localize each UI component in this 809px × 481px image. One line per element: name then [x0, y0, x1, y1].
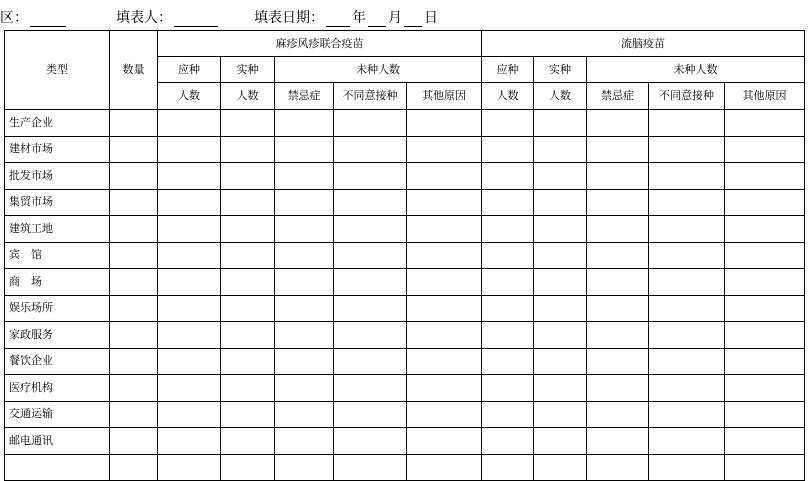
row-type-label: 邮电通讯	[5, 428, 110, 455]
entry-cell[interactable]	[587, 428, 649, 455]
entry-cell[interactable]	[407, 163, 482, 190]
table-row	[5, 163, 805, 190]
entry-cell[interactable]	[649, 189, 725, 216]
entry-cell[interactable]	[221, 163, 275, 190]
row-type-label: 医疗机构	[5, 375, 110, 402]
entry-cell[interactable]	[587, 242, 649, 269]
entry-cell[interactable]	[534, 322, 587, 349]
filler-blank[interactable]	[174, 12, 218, 27]
entry-cell[interactable]	[275, 428, 334, 455]
entry-cell[interactable]	[407, 454, 482, 481]
table-row	[5, 110, 805, 137]
date-field	[254, 7, 438, 27]
row-type-label: 建材市场	[5, 136, 110, 163]
entry-cell[interactable]	[725, 401, 805, 428]
entry-cell[interactable]	[158, 295, 221, 322]
entry-cell[interactable]	[334, 110, 407, 137]
entry-cell[interactable]	[334, 322, 407, 349]
entry-cell[interactable]	[407, 322, 482, 349]
entry-cell[interactable]	[221, 322, 275, 349]
entry-cell[interactable]	[275, 189, 334, 216]
entry-cell[interactable]	[534, 401, 587, 428]
due-header-bottom: 人数	[482, 83, 534, 110]
table-row	[5, 189, 805, 216]
entry-cell[interactable]	[649, 216, 725, 243]
reason-header-contraindication: 禁忌症	[587, 83, 649, 110]
entry-cell[interactable]	[334, 242, 407, 269]
entry-cell[interactable]	[534, 428, 587, 455]
entry-cell[interactable]	[334, 189, 407, 216]
entry-cell[interactable]	[587, 189, 649, 216]
entry-cell[interactable]	[221, 110, 275, 137]
entry-cell[interactable]	[649, 269, 725, 296]
entry-cell[interactable]	[482, 322, 534, 349]
entry-cell[interactable]	[534, 454, 587, 481]
entry-cell[interactable]	[725, 242, 805, 269]
count-header: 数量	[110, 31, 158, 110]
row-type-label: 家政服务	[5, 322, 110, 349]
entry-cell[interactable]	[725, 136, 805, 163]
entry-cell[interactable]	[534, 348, 587, 375]
entry-cell[interactable]	[221, 454, 275, 481]
district-label: 区：	[0, 10, 28, 26]
entry-cell[interactable]	[110, 110, 158, 137]
entry-cell[interactable]	[334, 269, 407, 296]
entry-cell[interactable]	[649, 375, 725, 402]
entry-cell[interactable]	[221, 189, 275, 216]
entry-cell[interactable]	[221, 401, 275, 428]
entry-cell[interactable]	[334, 428, 407, 455]
entry-cell[interactable]	[158, 216, 221, 243]
entry-cell[interactable]	[587, 295, 649, 322]
row-type-label: 娱乐场所	[5, 295, 110, 322]
row-type-label	[5, 454, 110, 481]
entry-cell[interactable]	[158, 322, 221, 349]
entry-cell[interactable]	[275, 110, 334, 137]
row-type-label: 建筑工地	[5, 216, 110, 243]
entry-cell[interactable]	[725, 348, 805, 375]
year-label: 年	[352, 10, 366, 26]
table-row	[5, 269, 805, 296]
entry-cell[interactable]	[407, 375, 482, 402]
table-row	[5, 295, 805, 322]
row-type-label: 生产企业	[5, 110, 110, 137]
entry-cell[interactable]	[407, 242, 482, 269]
row-type-label: 批发市场	[5, 163, 110, 190]
reason-header-contraindication: 禁忌症	[275, 83, 334, 110]
entry-cell[interactable]	[725, 295, 805, 322]
entry-cell[interactable]	[587, 322, 649, 349]
entry-cell[interactable]	[534, 216, 587, 243]
vaccination-form-table	[4, 30, 805, 481]
entry-cell[interactable]	[334, 216, 407, 243]
entry-cell[interactable]	[275, 269, 334, 296]
entry-cell[interactable]	[649, 136, 725, 163]
entry-cell[interactable]	[587, 348, 649, 375]
entry-cell[interactable]	[534, 295, 587, 322]
entry-cell[interactable]	[110, 269, 158, 296]
entry-cell[interactable]	[725, 454, 805, 481]
table-row	[5, 216, 805, 243]
entry-cell[interactable]	[482, 136, 534, 163]
entry-cell[interactable]	[110, 189, 158, 216]
entry-cell[interactable]	[534, 189, 587, 216]
district-blank[interactable]	[30, 12, 66, 27]
entry-cell[interactable]	[275, 242, 334, 269]
table-row	[5, 375, 805, 402]
entry-cell[interactable]	[649, 348, 725, 375]
entry-cell[interactable]	[275, 454, 334, 481]
entry-cell[interactable]	[587, 216, 649, 243]
entry-cell[interactable]	[587, 401, 649, 428]
district-field	[0, 7, 68, 27]
entry-cell[interactable]	[158, 110, 221, 137]
entry-cell[interactable]	[407, 216, 482, 243]
entry-cell[interactable]	[534, 163, 587, 190]
entry-cell[interactable]	[482, 110, 534, 137]
entry-cell[interactable]	[275, 322, 334, 349]
entry-cell[interactable]	[110, 163, 158, 190]
entry-cell[interactable]	[407, 428, 482, 455]
entry-cell[interactable]	[649, 454, 725, 481]
year-blank[interactable]	[326, 12, 350, 27]
unvaccinated-header: 未种人数	[275, 57, 482, 83]
entry-cell[interactable]	[110, 322, 158, 349]
entry-cell[interactable]	[534, 136, 587, 163]
entry-cell[interactable]	[221, 242, 275, 269]
entry-cell[interactable]	[221, 295, 275, 322]
entry-cell[interactable]	[649, 163, 725, 190]
entry-cell[interactable]	[407, 189, 482, 216]
entry-cell[interactable]	[649, 110, 725, 137]
entry-cell[interactable]	[649, 242, 725, 269]
entry-cell[interactable]	[110, 401, 158, 428]
table-row	[5, 428, 805, 455]
entry-cell[interactable]	[158, 269, 221, 296]
type-header: 类型	[5, 31, 110, 110]
row-type-label: 宾 馆	[5, 242, 110, 269]
entry-cell[interactable]	[482, 375, 534, 402]
entry-cell[interactable]	[110, 375, 158, 402]
entry-cell[interactable]	[482, 163, 534, 190]
row-type-label: 集贸市场	[5, 189, 110, 216]
entry-cell[interactable]	[407, 269, 482, 296]
entry-cell[interactable]	[534, 110, 587, 137]
due-header-bottom: 人数	[158, 83, 221, 110]
form-header	[0, 0, 809, 30]
entry-cell[interactable]	[482, 454, 534, 481]
entry-cell[interactable]	[334, 163, 407, 190]
actual-header-bottom: 人数	[221, 83, 275, 110]
entry-cell[interactable]	[158, 454, 221, 481]
entry-cell[interactable]	[587, 110, 649, 137]
entry-cell[interactable]	[275, 348, 334, 375]
day-blank[interactable]	[404, 12, 422, 27]
entry-cell[interactable]	[275, 295, 334, 322]
entry-cell[interactable]	[334, 136, 407, 163]
entry-cell[interactable]	[534, 269, 587, 296]
filler-field	[116, 7, 220, 27]
entry-cell[interactable]	[334, 454, 407, 481]
entry-cell[interactable]	[221, 375, 275, 402]
entry-cell[interactable]	[407, 348, 482, 375]
entry-cell[interactable]	[725, 375, 805, 402]
entry-cell[interactable]	[275, 375, 334, 402]
entry-cell[interactable]	[407, 110, 482, 137]
day-label: 日	[424, 10, 438, 26]
entry-cell[interactable]	[482, 242, 534, 269]
entry-cell[interactable]	[725, 269, 805, 296]
entry-cell[interactable]	[725, 189, 805, 216]
entry-cell[interactable]	[407, 401, 482, 428]
entry-cell[interactable]	[275, 401, 334, 428]
table-row	[5, 242, 805, 269]
reason-header-refused: 不同意接种	[649, 83, 725, 110]
entry-cell[interactable]	[334, 295, 407, 322]
entry-cell[interactable]	[587, 136, 649, 163]
entry-cell[interactable]	[482, 216, 534, 243]
entry-cell[interactable]	[725, 322, 805, 349]
entry-cell[interactable]	[482, 295, 534, 322]
due-header-top: 应种	[482, 57, 534, 83]
date-label: 填表日期：	[254, 10, 324, 26]
entry-cell[interactable]	[649, 428, 725, 455]
row-type-label: 餐饮企业	[5, 348, 110, 375]
group-header-meningococcal: 流脑疫苗	[482, 31, 805, 57]
entry-cell[interactable]	[534, 375, 587, 402]
actual-header-top: 实种	[534, 57, 587, 83]
entry-cell[interactable]	[725, 163, 805, 190]
table-row	[5, 454, 805, 481]
entry-cell[interactable]	[587, 269, 649, 296]
entry-cell[interactable]	[158, 375, 221, 402]
actual-header-top: 实种	[221, 57, 275, 83]
entry-cell[interactable]	[158, 136, 221, 163]
month-blank[interactable]	[368, 12, 386, 27]
entry-cell[interactable]	[649, 322, 725, 349]
entry-cell[interactable]	[649, 295, 725, 322]
table-row	[5, 136, 805, 163]
entry-cell[interactable]	[158, 401, 221, 428]
entry-cell[interactable]	[649, 401, 725, 428]
table-row	[5, 348, 805, 375]
entry-cell[interactable]	[158, 189, 221, 216]
due-header-top: 应种	[158, 57, 221, 83]
entry-cell[interactable]	[334, 375, 407, 402]
entry-cell[interactable]	[158, 242, 221, 269]
entry-cell[interactable]	[482, 269, 534, 296]
entry-cell[interactable]	[221, 269, 275, 296]
entry-cell[interactable]	[725, 110, 805, 137]
entry-cell[interactable]	[587, 454, 649, 481]
entry-cell[interactable]	[482, 428, 534, 455]
entry-cell[interactable]	[221, 348, 275, 375]
row-type-label: 交通运输	[5, 401, 110, 428]
entry-cell[interactable]	[482, 348, 534, 375]
entry-cell[interactable]	[110, 295, 158, 322]
entry-cell[interactable]	[407, 136, 482, 163]
entry-cell[interactable]	[725, 216, 805, 243]
entry-cell[interactable]	[110, 428, 158, 455]
entry-cell[interactable]	[587, 375, 649, 402]
entry-cell[interactable]	[407, 295, 482, 322]
entry-cell[interactable]	[334, 401, 407, 428]
entry-cell[interactable]	[334, 348, 407, 375]
entry-cell[interactable]	[482, 189, 534, 216]
entry-cell[interactable]	[275, 216, 334, 243]
entry-cell[interactable]	[158, 428, 221, 455]
filler-label: 填表人：	[116, 10, 172, 26]
reason-header-refused: 不同意接种	[334, 83, 407, 110]
entry-cell[interactable]	[221, 136, 275, 163]
entry-cell[interactable]	[158, 348, 221, 375]
entry-cell[interactable]	[587, 163, 649, 190]
entry-cell[interactable]	[482, 401, 534, 428]
unvaccinated-header: 未种人数	[587, 57, 805, 83]
reason-header-other: 其他原因	[407, 83, 482, 110]
entry-cell[interactable]	[110, 216, 158, 243]
row-type-label: 商 场	[5, 269, 110, 296]
month-label: 月	[388, 10, 402, 26]
group-header-mmr: 麻疹风疹联合疫苗	[158, 31, 482, 57]
entry-cell[interactable]	[275, 136, 334, 163]
entry-cell[interactable]	[534, 242, 587, 269]
entry-cell[interactable]	[110, 136, 158, 163]
entry-cell[interactable]	[110, 348, 158, 375]
entry-cell[interactable]	[275, 163, 334, 190]
entry-cell[interactable]	[221, 428, 275, 455]
reason-header-other: 其他原因	[725, 83, 805, 110]
actual-header-bottom: 人数	[534, 83, 587, 110]
table-row	[5, 401, 805, 428]
entry-cell[interactable]	[110, 242, 158, 269]
entry-cell[interactable]	[158, 163, 221, 190]
entry-cell[interactable]	[110, 454, 158, 481]
entry-cell[interactable]	[725, 428, 805, 455]
entry-cell[interactable]	[221, 216, 275, 243]
table-row	[5, 322, 805, 349]
